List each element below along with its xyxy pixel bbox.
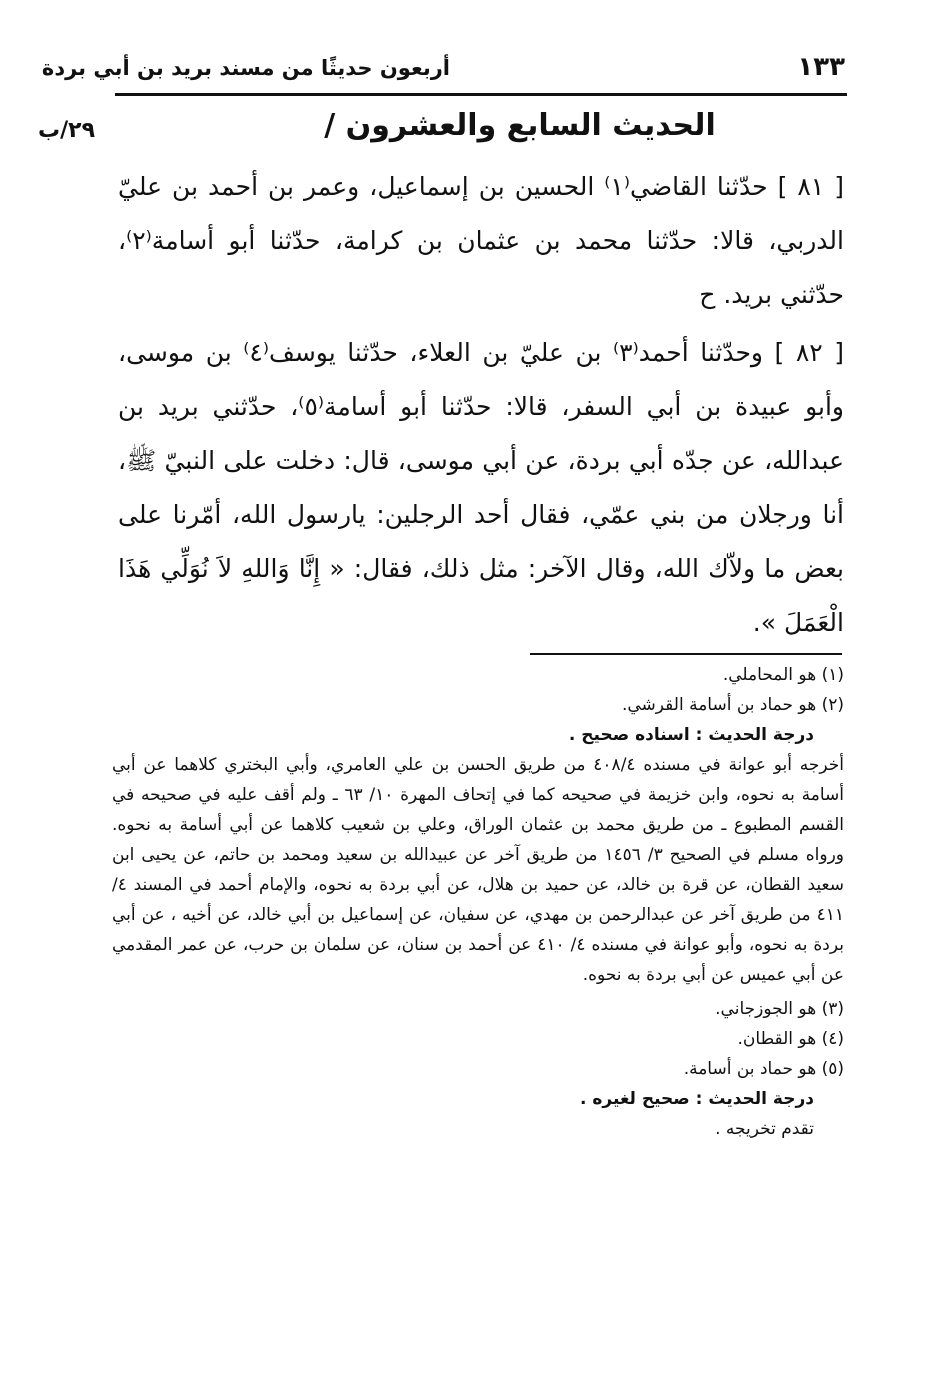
main-text xyxy=(118,160,844,650)
footnote-1: (١) هو المحاملي. xyxy=(722,665,844,685)
hadith-81-paragraph: [ ٨١ ] حدّثنا القاضي⁽١⁾ الحسين بن إسماعيل، وعمر بن أحمد بن عليّ الدربي، قالا: حدّثنا محمد بن عثمان بن كرامة، حدّثنا أبو أسامة⁽٢⁾، حدّثني بريد. ح xyxy=(118,172,844,309)
hadith-grade-2: درجة الحديث : صحيح لغيره . xyxy=(580,1089,814,1109)
hadith-82-paragraph: [ ٨٢ ] وحدّثنا أحمد⁽٣⁾ بن عليّ بن العلاء، حدّثنا يوسف⁽٤⁾ بن موسى، وأبو عبيدة بن أبي السفر، قالا: حدّثنا أبو أسامة⁽٥⁾، حدّثني بريد بن عبدالله، عن جدّه أبي بردة، عن أبي موسى، قال: دخلت على النبيّ ﷺ، أنا ورجلان من بني عمّي، فقال أحد الرجلين: يارسول الله، أمّرنا على بعض ما ولاّك الله، وقال الآخر: مثل ذلك، فقال: « إِنَّا وَاللهِ لاَ نُوَلِّي هَذَا الْعَمَلَ ». xyxy=(118,338,844,637)
footnote-3: (٣) هو الجوزجاني. xyxy=(715,999,844,1019)
running-title: أربعون حديثًا من مسند بريد بن أبي بردة xyxy=(41,56,450,80)
takhrij-paragraph-1: أخرجه أبو عوانة في مسنده ٤٠٨/٤ من طريق الحسن بن علي العامري، وأبي البختري كلاهما عن أبي أسامة به نحوه، وابن خزيمة في صحيحه كما في إتحاف المهرة ١٠/ ٦٣ ـ ولم أقف عليه في صحيحه في القسم المطبوع ـ من طريق محمد بن عثمان الوراق، وعلي بن شعيب كلاهما عن أبي أسامة به نحوه. ورواه مسلم في الصحيح ٣/ ١٤٥٦ من طريق آخر عن عبيدالله بن سعيد ومحمد بن حاتم، عن يحيى ابن سعيد القطان، عن قرة بن خالد، عن حميد بن هلال، عن أبي بردة به نحوه، والإمام أحمد في المسند ٤/ ٤١١ من طريق آخر عن عبدالرحمن بن مهدي، عن سفيان، عن إسماعيل بن أبي خالد، عن أخيه ، عن أبي بردة به نحوه، وأبو عوانة في مسنده ٤/ ٤١٠ عن أحمد بن سنان، عن سلمان بن حرب، عن عمر المقدمي عن أبي عميس عن أبي بردة به نحوه. xyxy=(112,755,845,985)
header-rule xyxy=(115,93,847,96)
running-header xyxy=(41,50,845,90)
takhrij-paragraph-2: تقدم تخريجه . xyxy=(715,1119,814,1139)
section-heading: الحديث السابع والعشرون / xyxy=(324,108,716,143)
footnote-4: (٤) هو القطان. xyxy=(737,1029,844,1049)
hadith-grade-1: درجة الحديث : اسناده صحيح . xyxy=(568,725,814,745)
folio-marker: ٢٩/ب xyxy=(38,118,96,143)
page-number: ١٣٣ xyxy=(797,52,845,82)
footnote-5: (٥) هو حماد بن أسامة. xyxy=(683,1059,844,1079)
footnotes xyxy=(112,660,844,1144)
footnote-2: (٢) هو حماد بن أسامة القرشي. xyxy=(621,695,844,715)
footnote-rule xyxy=(530,653,842,655)
